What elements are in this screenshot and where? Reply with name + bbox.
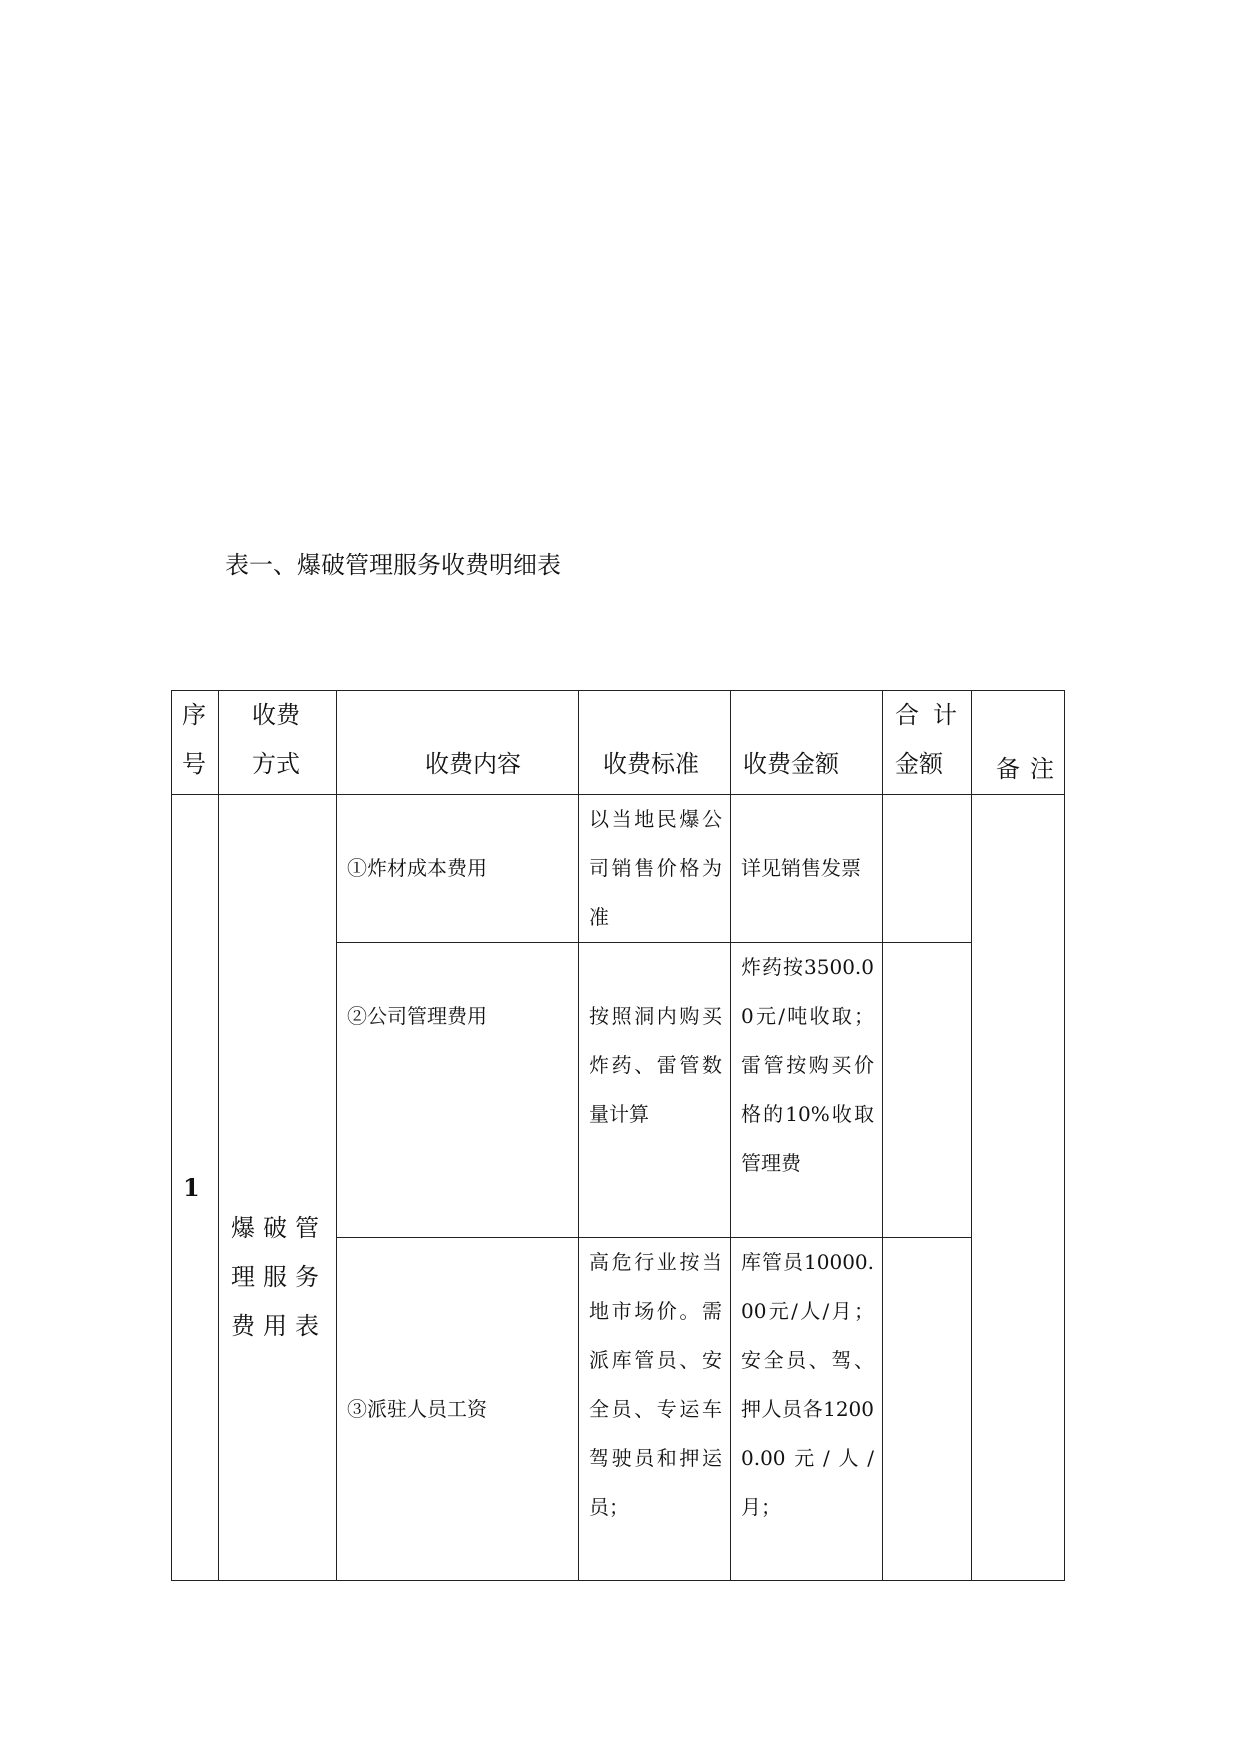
row-seq-cell (172, 795, 219, 1581)
header-content-label: 收费内容 (425, 750, 521, 778)
item-amount: 详见销售发票 (741, 856, 861, 880)
header-method (219, 691, 337, 795)
item-standard: 高危行业按当地市场价。需派库管员、安全员、专运车驾驶员和押运员； (589, 1250, 722, 1519)
header-total-label-2: 金额 (895, 750, 943, 778)
item-content-cell (337, 943, 579, 1238)
item-amount: 库管员10000.00元/人/月；安全员、驾、押人员各12000.00元/人/月； (741, 1250, 874, 1519)
header-standard-label: 收费标准 (603, 750, 699, 778)
header-content (337, 691, 579, 795)
table-row (172, 795, 1065, 943)
row-seq: 1 (183, 1173, 200, 1202)
header-amount (731, 691, 883, 795)
item-content-cell (337, 795, 579, 943)
item-content: ①炸材成本费用 (347, 856, 487, 880)
table-header-row (172, 691, 1065, 795)
item-total-cell (883, 1238, 972, 1581)
header-note (972, 691, 1065, 795)
table-title: 表一、爆破管理服务收费明细表 (225, 551, 561, 579)
item-content-cell (337, 1238, 579, 1581)
item-amount-cell (731, 1238, 883, 1581)
item-content: ③派驻人员工资 (347, 1397, 487, 1421)
item-standard-cell (579, 795, 731, 943)
item-amount-cell (731, 795, 883, 943)
item-standard-cell (579, 1238, 731, 1581)
item-content: ②公司管理费用 (347, 1004, 487, 1028)
fee-detail-table (171, 690, 1065, 1581)
item-total-cell (883, 795, 972, 943)
item-total-cell (883, 943, 972, 1238)
header-seq (172, 691, 219, 795)
header-standard (579, 691, 731, 795)
header-total (883, 691, 972, 795)
item-amount-cell (731, 943, 883, 1238)
header-seq-label: 序号 (182, 701, 206, 778)
item-standard: 按照洞内购买炸药、雷管数量计算 (589, 1004, 722, 1126)
item-standard: 以当地民爆公司销售价格为准 (589, 807, 722, 929)
item-standard-cell (579, 943, 731, 1238)
header-note-label: 备注 (996, 755, 1064, 783)
row-method-cell (219, 795, 337, 1581)
header-total-label-1: 合计 (895, 701, 971, 729)
header-amount-label: 收费金额 (743, 750, 839, 778)
header-method-label: 收费方式 (252, 701, 300, 778)
row-note-cell (972, 795, 1065, 1581)
row-method: 爆破管理服务费用表 (231, 1214, 327, 1340)
item-amount: 炸药按3500.00元/吨收取；雷管按购买价格的10%收取管理费 (741, 955, 874, 1175)
